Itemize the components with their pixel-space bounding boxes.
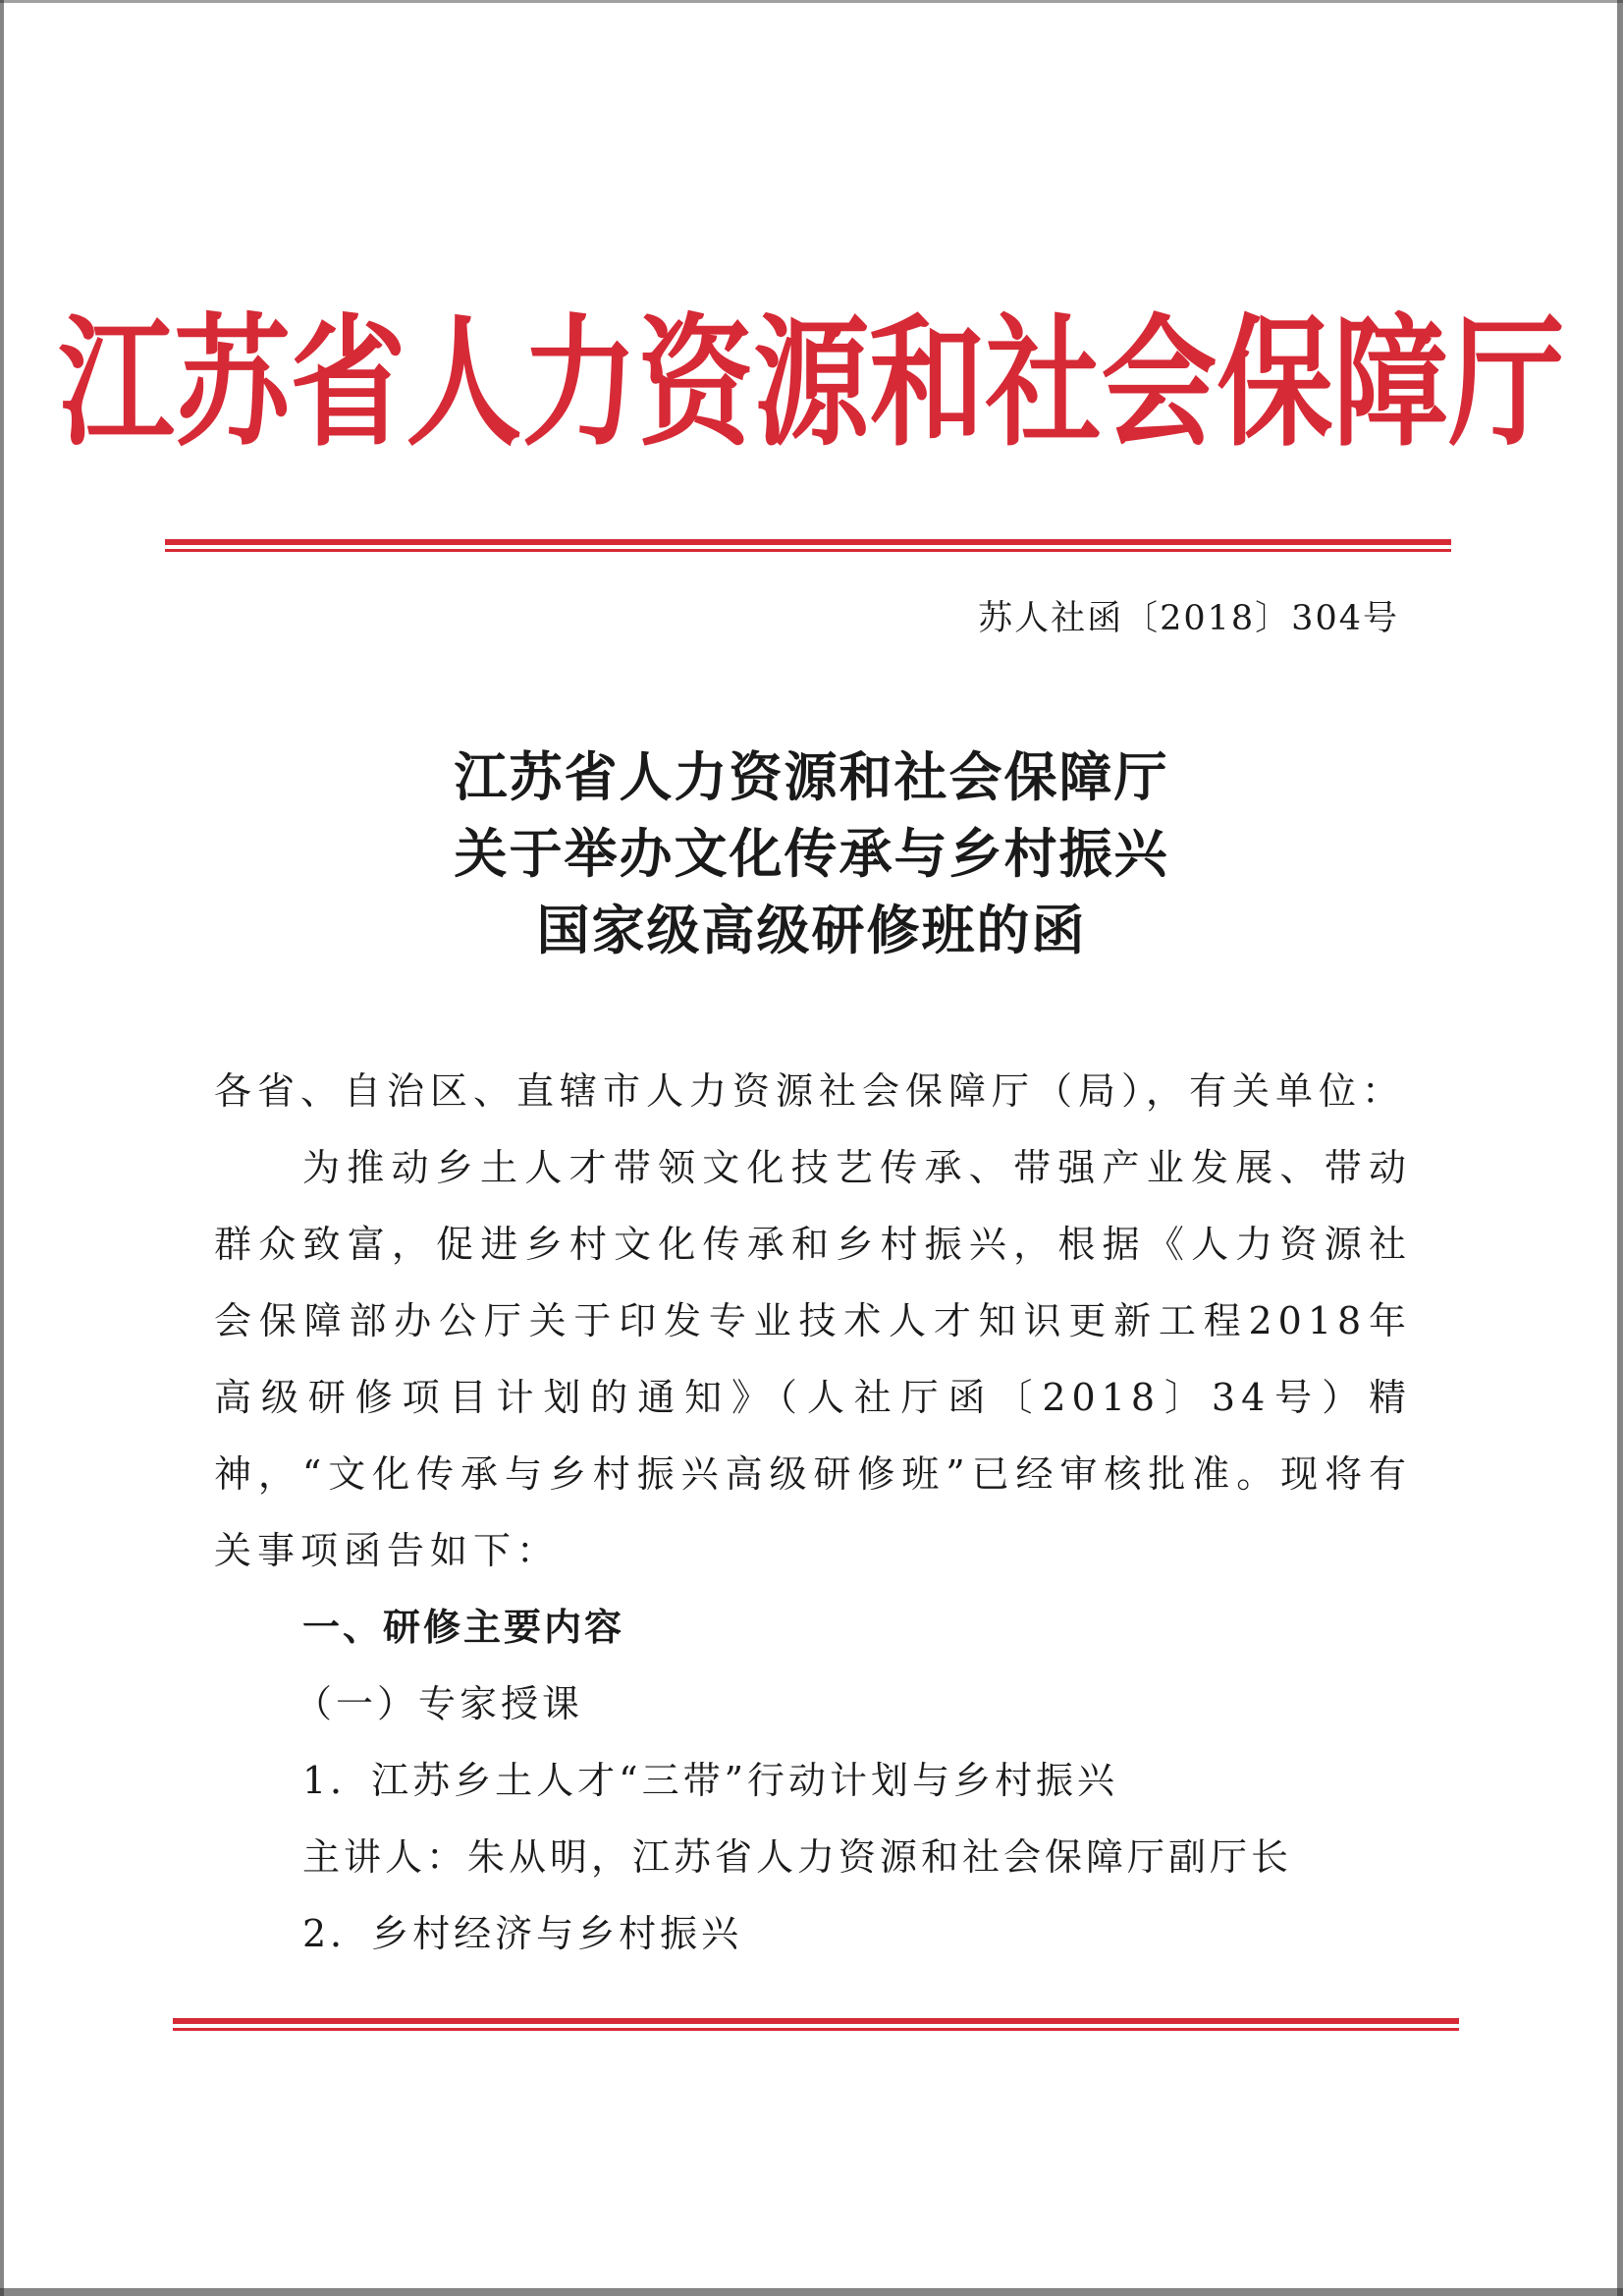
section-heading-1: 一、研修主要内容 [302,1606,625,1649]
masthead-issuer: 江苏省人力资源和社会保障厅 [58,299,1565,466]
salutation: 各省、自治区、直辖市人力资源社会保障厅（局），有关单位： [214,1069,1406,1113]
list-item-1: 1．江苏乡土人才“三带”行动计划与乡村振兴 [302,1759,1119,1802]
footer-red-rule-thick [173,2018,1459,2024]
list-item-2: 2．乡村经济与乡村振兴 [302,1912,743,1955]
document-number: 苏人社函〔2018〕304号 [978,599,1399,638]
header-red-rule-thin [165,549,1451,552]
scan-edge-bottom [0,2288,1623,2296]
footer-red-rule-thin [173,2028,1459,2031]
subsection-heading-1: （一）专家授课 [295,1682,584,1725]
intro-paragraph: 为推动乡土人才带领文化技艺传承、带强产业发展、带动群众致富，促进乡村文化传承和乡村振兴，根据《人力资源社会保障部办公厅关于印发专业技术人才知识更新工程2018年高级研修项目计划的通知》（人社厅函〔2018〕34号）精神，“文化传承与乡村振兴高级研修班”已经审核批准。现将有关事项函告如下： [214,1146,1412,1572]
title-line-3: 国家级高级研修班的函 [536,899,1087,961]
scan-edge-top [0,0,1623,3]
list-item-1-speaker: 主讲人：朱从明，江苏省人力资源和社会保障厅副厅长 [302,1835,1293,1879]
title-line-1: 江苏省人力资源和社会保障厅 [454,745,1169,808]
title-line-2: 关于举办文化传承与乡村振兴 [454,822,1169,885]
document-title [0,738,1623,968]
header-red-rule-thick [165,539,1451,545]
